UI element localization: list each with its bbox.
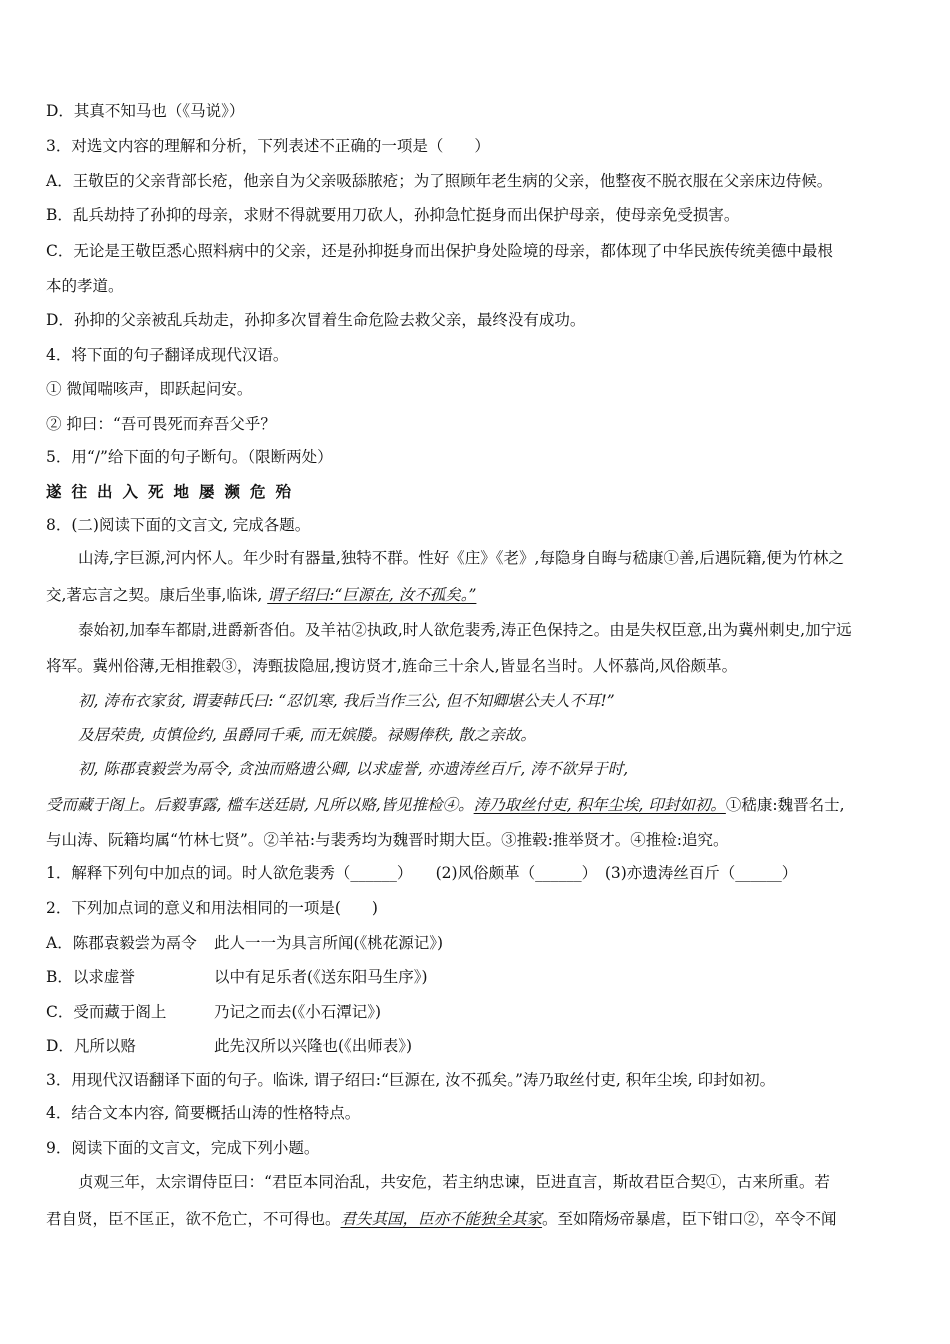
question-4-summary: 4．结合文本内容, 简要概括山涛的性格特点。 — [46, 1104, 361, 1122]
passage-9-para-1-cont: 君自贤，臣不匡正，欲不危亡，不可得也。君失其国，臣亦不能独全其家。至如隋炀帝暴虐，臣下钳口②，卒令不闻 — [46, 1210, 837, 1228]
question-3-translation: 3．用现代汉语翻译下面的句子。临诛, 谓子绍曰:“巨源在, 汝不孤矣。”涛乃取丝付吏, 积年尘埃, 印封如初。 — [46, 1071, 776, 1089]
question-5-stem: 5．用“/”给下面的句子断句。（限断两处） — [46, 448, 333, 466]
question-1-stem: 1．解释下列句中加点的词。时人欲危裴秀（______） (2)风俗颇革（______） (3)亦遗涛丝百斤（______） — [46, 864, 798, 882]
question-3-option-b: B．乱兵劫持了孙抑的母亲，求财不得就要用刀砍人，孙抑急忙挺身而出保护母亲，使母亲免受损害。 — [46, 206, 740, 224]
question-3-option-c: C．无论是王敬臣悉心照料病中的父亲，还是孙抑挺身而出保护身处险境的母亲，都体现了中华民族传统美德中最根 — [46, 242, 833, 260]
translate-sentence-1: ① 微闻喘咳声，即跃起问安。 — [46, 380, 253, 398]
question-3-option-c-cont: 本的孝道。 — [46, 277, 124, 295]
passage-para-4: 及居荣贵, 贞慎俭约, 虽爵同千乘, 而无嫔媵。禄赐俸秩, 散之亲故。 — [78, 726, 536, 744]
passage-para-2-cont: 将军。冀州俗薄,无相推毂③，涛甄拔隐屈,搜访贤才,旌命三十余人,皆显名当时。人怀慕尚,风俗颇革。 — [46, 657, 738, 675]
passage-para-5: 初, 陈郡袁毅尝为鬲令, 贪浊而赂遗公卿, 以求虚誉, 亦遗涛丝百斤, 涛不欲异于时, — [78, 760, 629, 778]
underlined-phrase: 君失其国，臣亦不能独全其家 — [340, 1210, 543, 1228]
question-2-option-a: A．陈郡袁毅尝为鬲令 此人一一为具言所闻(《桃花源记》) — [46, 934, 444, 952]
question-3-option-d: D．孙抑的父亲被乱兵劫走，孙抑多次冒着生命危险去救父亲，最终没有成功。 — [46, 311, 586, 329]
question-2-option-d: D．凡所以赂 此先汉所以兴隆也(《出师表》) — [46, 1037, 413, 1055]
question-2-option-b: B．以求虚誉 以中有足乐者(《送东阳马生序》) — [46, 968, 428, 986]
passage-para-5-cont: 受而藏于阁上。后毅事露, 槛车送廷尉, 凡所以赂,皆见推检④。涛乃取丝付吏, 积年尘埃, 印封如初。①嵇康:魏晋名士, — [46, 796, 845, 814]
punctuation-sentence: 遂往出入死地屡濒危殆 — [46, 482, 302, 501]
question-2-option-c: C．受而藏于阁上 乃记之而去(《小石潭记》) — [46, 1003, 382, 1021]
passage-para-1-cont: 交,著忘言之契。康后坐事,临诛, 谓子绍曰:“巨源在, 汝不孤矣。” — [46, 586, 477, 604]
underlined-quote: 谓子绍曰:“巨源在, 汝不孤矣。” — [267, 586, 477, 604]
passage-notes: 与山涛、阮籍均属“竹林七贤”。②羊祜:与裴秀均为魏晋时期大臣。③推毂:推举贤才。④推检:追究。 — [46, 831, 729, 849]
question-3-stem: 3．对选文内容的理解和分析，下列表述不正确的一项是（ ） — [46, 137, 490, 155]
passage-para-2: 泰始初,加奉车都尉,进爵新沓伯。及羊祜②执政,时人欲危裴秀,涛正色保持之。由是失权臣意,出为冀州刺史,加宁远 — [78, 621, 852, 639]
section-8-heading: 8．(二)阅读下面的文言文, 完成各题。 — [46, 516, 311, 534]
passage-9-para-1: 贞观三年，太宗谓侍臣曰：“君臣本同治乱，共安危，若主纳忠谏，臣进直言，斯故君臣合契①，古来所重。若 — [78, 1173, 830, 1191]
question-2-stem: 2．下列加点词的意义和用法相同的一项是( ) — [46, 899, 378, 917]
passage-para-1: 山涛,字巨源,河内怀人。年少时有器量,独特不群。性好《庄》《老》,每隐身自晦与嵇康①善,后遇阮籍,便为竹林之 — [78, 549, 844, 567]
question-4-stem: 4．将下面的句子翻译成现代汉语。 — [46, 346, 289, 364]
passage-para-3: 初, 涛布衣家贫, 谓妻韩氏曰: “忍饥寒, 我后当作三公, 但不知卿堪公夫人不耳!” — [78, 692, 615, 710]
underlined-sentence: 涛乃取丝付吏, 积年尘埃, 印封如初。 — [473, 796, 726, 814]
translate-sentence-2: ② 抑曰：“吾可畏死而弃吾父乎？ — [46, 415, 276, 433]
section-9-heading: 9．阅读下面的文言文，完成下列小题。 — [46, 1139, 320, 1157]
option-d-line: D．其真不知马也（《马说》） — [46, 102, 245, 120]
question-3-option-a: A．王敬臣的父亲背部长疮，他亲自为父亲吸舔脓疮；为了照顾年老生病的父亲，他整夜不脱衣服在父亲床边侍候。 — [46, 172, 833, 190]
